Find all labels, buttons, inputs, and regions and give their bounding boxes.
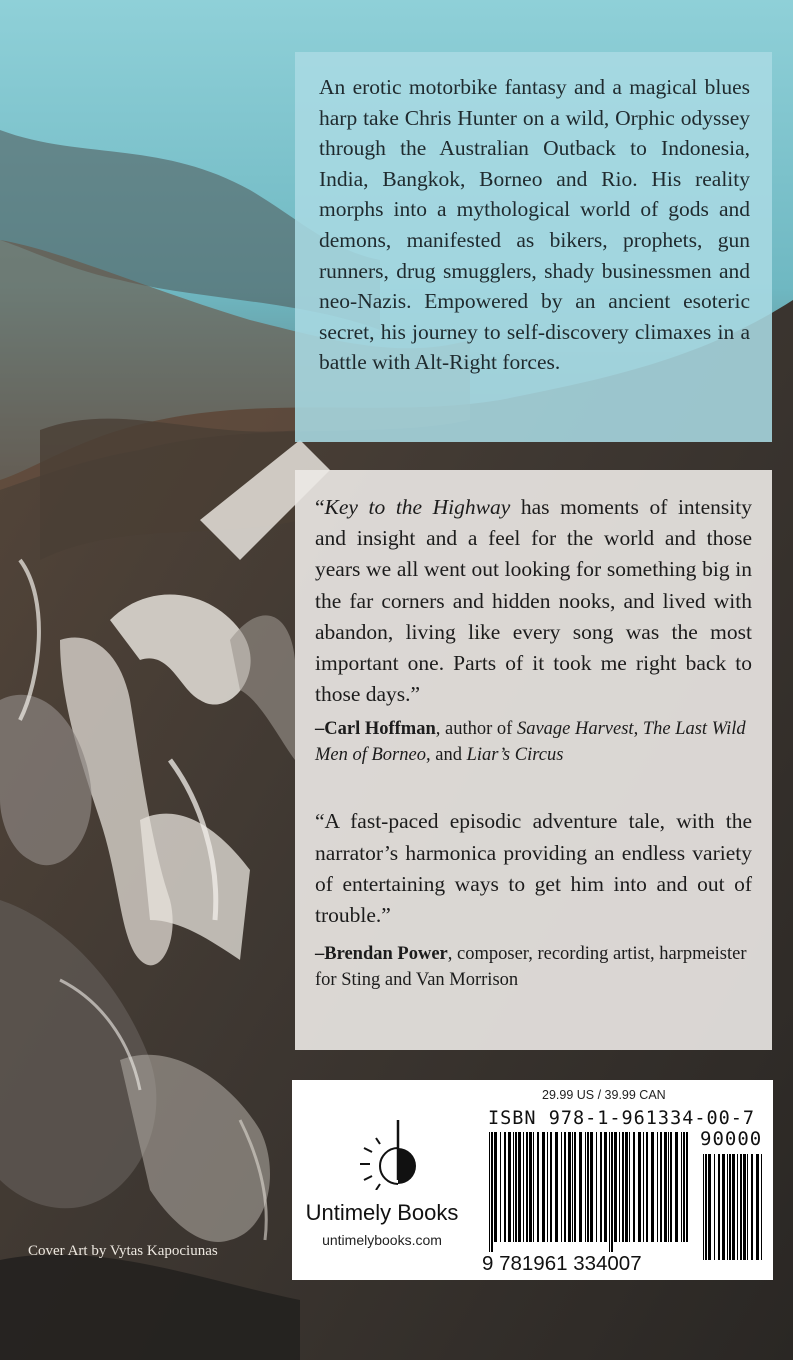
review-author-2: –Brendan Power [315,944,448,965]
barcode-bar [542,1132,545,1242]
barcode-bar [596,1132,597,1242]
barcode-bar [523,1132,524,1242]
publisher-url: untimelybooks.com [322,1232,442,1248]
barcode-bar [681,1132,682,1242]
barcode-bar [657,1132,658,1242]
separator: , [633,719,643,740]
barcode-bar [668,1132,669,1242]
barcode-bar [529,1132,532,1242]
barcode-bar [675,1132,678,1242]
barcode-bar [572,1132,573,1242]
barcode-bar [718,1154,720,1260]
review-role-2: , composer, recording artist, harpmeister for Sting and Van Morrison [315,944,747,991]
barcode-bar [504,1132,506,1242]
cover-art-credit: Cover Art by Vytas Kapociunas [28,1243,218,1259]
price-code: 90000 [700,1128,763,1150]
barcode-bar [638,1132,641,1242]
review-author-1: –Carl Hoffman [315,719,436,740]
barcode-bar [708,1154,711,1260]
ean-digits: 9 781961 334007 [482,1252,642,1275]
barcode-bar [537,1132,539,1242]
barcode-bar [561,1132,562,1242]
barcode-bar [614,1132,617,1242]
barcode-bar [526,1132,528,1242]
barcode-bar [651,1132,654,1242]
barcode-bar [705,1154,707,1260]
barcode-bar [550,1132,552,1242]
blurb-text: An erotic motorbike fantasy and a magical blues harp take Chris Hunter on a wild, Orphic odyssey through the Australian Outback to Indonesia, India, Bangkok, Borneo and Rio. His reality morphs into a mythological world of gods and demons, manifested as bikers, prophets, gun runners, drug smugglers, shady businessmen and neo-Nazis. Empowered by an ancient esoteric secret, his journey to self-discovery climaxes in a battle with Alt-Right forces. [319,75,750,375]
barcode-bar [568,1132,571,1242]
review-work-3: Liar’s Circus [466,745,564,766]
barcode-bar [625,1132,628,1242]
barcode-bar [670,1132,672,1242]
barcode-bar [585,1132,586,1242]
barcode-bar [747,1154,748,1260]
barcode-bar [604,1132,607,1242]
barcode-bar [515,1132,517,1242]
barcode-bar [740,1154,742,1260]
barcode-bar [727,1154,728,1260]
reviews-panel [295,470,772,1050]
barcode-bar [500,1132,501,1242]
barcode-bar [579,1132,582,1242]
barcode-bar [574,1132,576,1242]
barcode-bar [611,1132,613,1252]
barcode-bar [600,1132,602,1242]
barcode-bar [489,1132,490,1252]
barcode-bar [564,1132,566,1242]
barcode-bar [508,1132,511,1242]
barcode-bar [555,1132,558,1242]
barcode-bar [660,1132,662,1242]
barcode-bar [737,1154,738,1260]
review-attribution-2 [315,941,752,993]
barcode-bar [729,1154,731,1260]
quote-open-mark: “ [315,495,325,519]
barcode-bar [629,1132,630,1242]
isbn-number: ISBN 978-1-961334-00-7 [488,1108,756,1129]
blurb-panel [295,52,772,442]
barcode-bar [756,1154,759,1260]
barcode-bar [587,1132,589,1242]
separator: , and [425,745,467,766]
barcode-bar [646,1132,648,1242]
moon-half-circle-icon [350,1110,430,1190]
barcode-bar [533,1132,534,1242]
barcode-bar [722,1154,725,1260]
review-work-2: The Last Wild Men of Borneo [315,719,746,766]
isbn-barcode [488,1132,688,1252]
publisher-name: Untimely Books [305,1200,459,1225]
review-attribution-1 [315,716,752,768]
book-title: Key to the Highway [324,495,511,519]
barcode-bar [643,1132,644,1242]
barcode-bar [743,1154,746,1260]
price-addon-barcode [702,1154,764,1270]
barcode-bar [664,1132,667,1242]
barcode-bar [633,1132,635,1242]
review-work-1: Savage Harvest [516,719,634,740]
review-quote-1 [315,492,752,710]
review-quote-2: “A fast-paced episodic adventure tale, with the narrator’s harmonica providing an endless variety of entertaining ways to get him into and out of trouble.” [315,809,752,928]
price-label: 29.99 US / 39.99 CAN [542,1088,666,1102]
review-quote-1-text: has moments of intensity and insight and a feel for the world and those years we all went out looking for something big in the far corners and hidden nooks, and lived with abandon, living like every song was the most important one. Parts of it took me right back to those days.” [315,495,752,707]
barcode-bar [732,1154,735,1260]
review-role-1: , author of [435,719,517,740]
barcode-bar [609,1132,610,1252]
barcode-bar [751,1154,753,1260]
barcode-bar [619,1132,620,1242]
barcode-bar [686,1132,688,1242]
barcode-bar [547,1132,548,1242]
publisher-barcode-panel [292,1080,773,1280]
barcode-bar [590,1132,593,1242]
barcode-bar [703,1154,704,1260]
barcode-bar [714,1154,715,1260]
barcode-bar [622,1132,624,1242]
barcode-bar [683,1132,685,1242]
barcode-bar [491,1132,493,1252]
barcode-bar [494,1132,497,1242]
barcode-bar [513,1132,514,1242]
barcode-bar [761,1154,762,1260]
barcode-bar [518,1132,521,1242]
